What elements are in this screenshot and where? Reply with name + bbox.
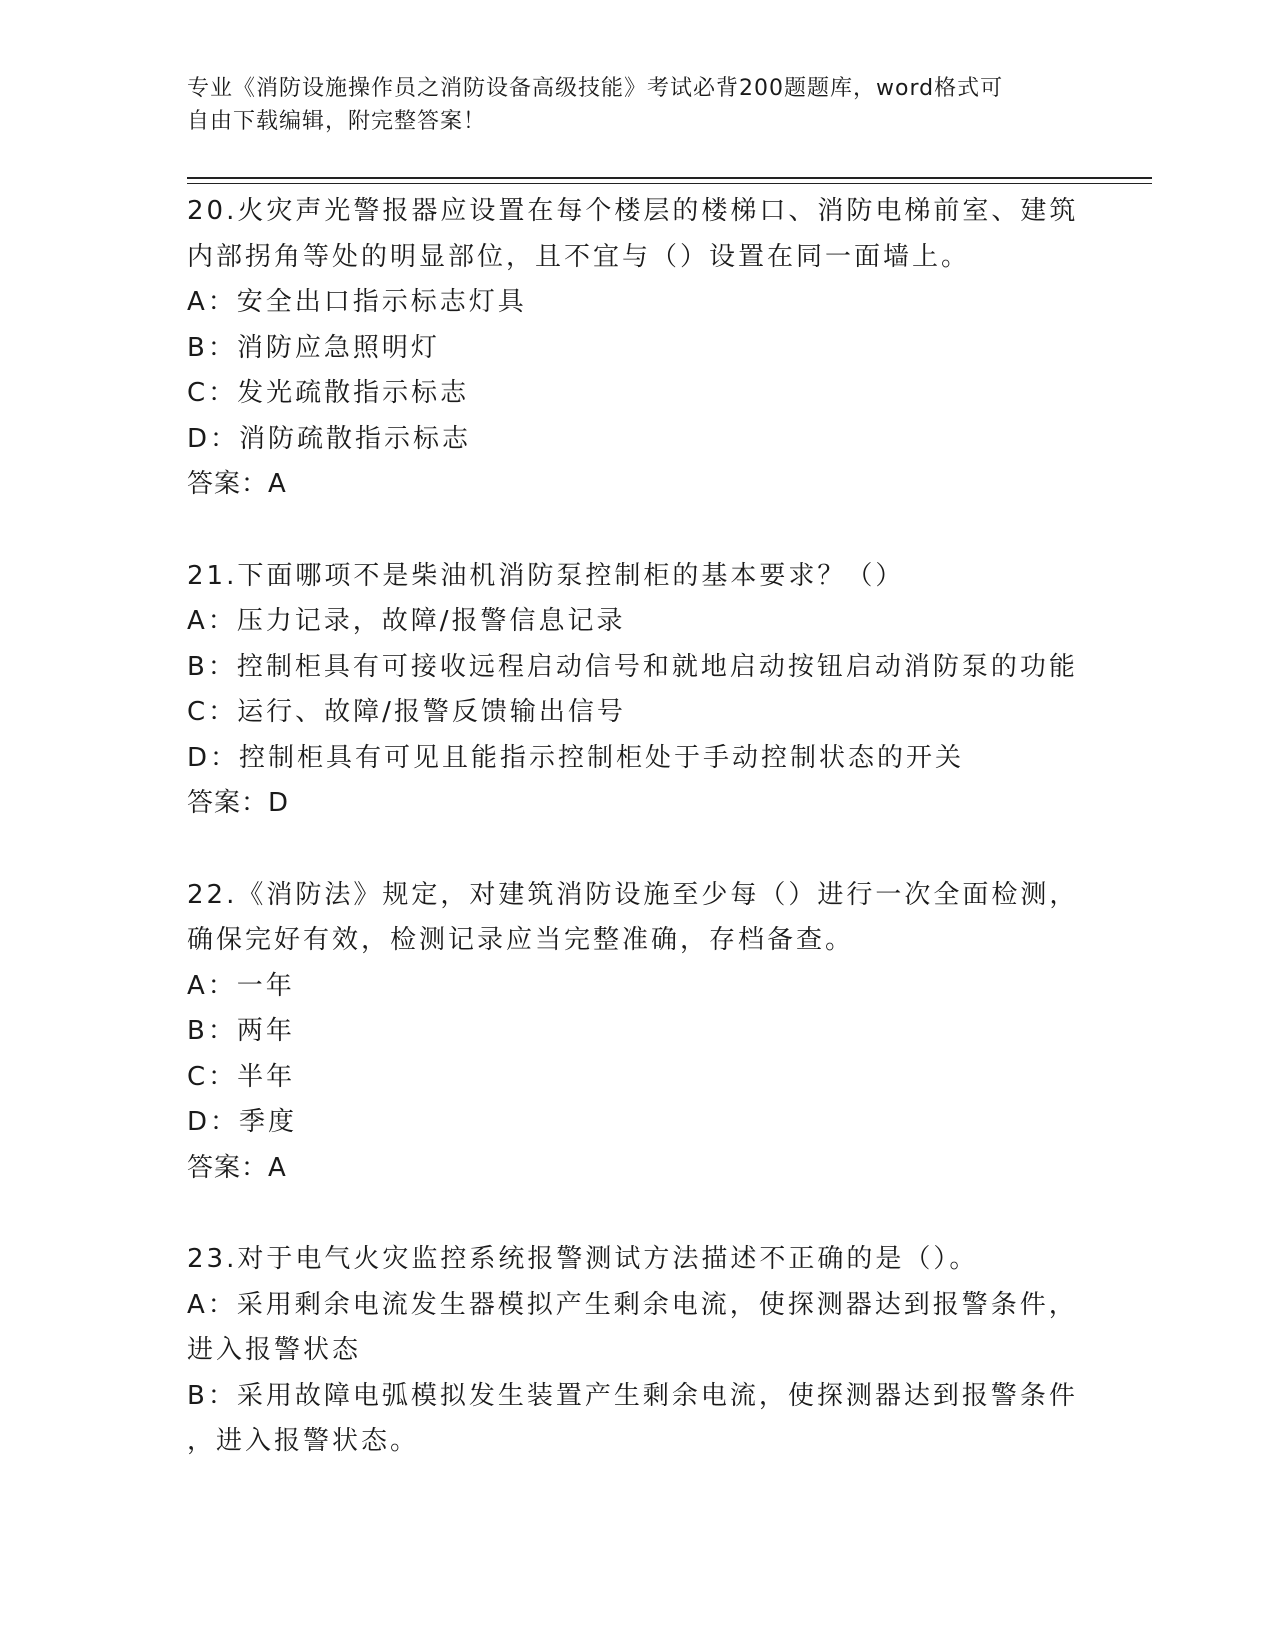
question-20 xyxy=(187,189,1087,508)
option-c: C：运行、故障/报警反馈输出信号 xyxy=(187,697,626,727)
header-line-2: 自由下载编辑，附完整答案！ xyxy=(187,109,487,134)
header-line-1: 专业《消防设施操作员之消防设备高级技能》考试必背200题题库，word格式可 xyxy=(187,76,1004,101)
option-a: A：压力记录，故障/报警信息记录 xyxy=(187,606,626,636)
option-b: B：采用故障电弧模拟发生装置产生剩余电流，使探测器达到报警条件 xyxy=(187,1380,1078,1411)
option-b: B：消防应急照明灯 xyxy=(187,332,440,363)
option-d: D：消防疏散指示标志 xyxy=(187,423,472,454)
document-header xyxy=(187,72,1087,138)
question-22 xyxy=(187,873,1087,1192)
question-21 xyxy=(187,554,1087,827)
question-stem: 21.下面哪项不是柴油机消防泵控制柜的基本要求？（） xyxy=(187,560,905,591)
question-list xyxy=(187,189,1087,1511)
question-23 xyxy=(187,1237,1087,1465)
question-stem: 内部拐角等处的明显部位，且不宜与（）设置在同一面墙上。 xyxy=(187,241,971,272)
answer: 答案：A xyxy=(187,469,287,499)
option-d: D：季度 xyxy=(187,1107,298,1137)
option-b: B：两年 xyxy=(187,1016,295,1046)
option-d: D：控制柜具有可见且能指示控制柜处于手动控制状态的开关 xyxy=(187,742,965,773)
answer: 答案：A xyxy=(187,1152,287,1183)
question-stem: 22.《消防法》规定，对建筑消防设施至少每（）进行一次全面检测， xyxy=(187,879,1079,910)
option-a-continued: 进入报警状态 xyxy=(187,1335,362,1365)
option-a: A：安全出口指示标志灯具 xyxy=(187,287,527,317)
option-b: B：控制柜具有可接收远程启动信号和就地启动按钮启动消防泵的功能 xyxy=(187,651,1078,682)
answer: 答案：D xyxy=(187,788,290,818)
option-a: A：一年 xyxy=(187,970,295,1001)
question-stem: 20.火灾声光警报器应设置在每个楼层的楼梯口、消防电梯前室、建筑 xyxy=(187,196,1079,226)
header-rule-thick xyxy=(187,177,1152,179)
question-stem: 确保完好有效，检测记录应当完整准确，存档备查。 xyxy=(187,925,855,955)
option-c: C：发光疏散指示标志 xyxy=(187,378,470,408)
option-c: C：半年 xyxy=(187,1061,296,1092)
header-rule-thin xyxy=(187,183,1152,184)
question-stem: 23.对于电气火灾监控系统报警测试方法描述不正确的是（）。 xyxy=(187,1244,979,1274)
option-a: A：采用剩余电流发生器模拟产生剩余电流，使探测器达到报警条件， xyxy=(187,1289,1078,1320)
option-b-continued: ，进入报警状态。 xyxy=(187,1426,420,1456)
